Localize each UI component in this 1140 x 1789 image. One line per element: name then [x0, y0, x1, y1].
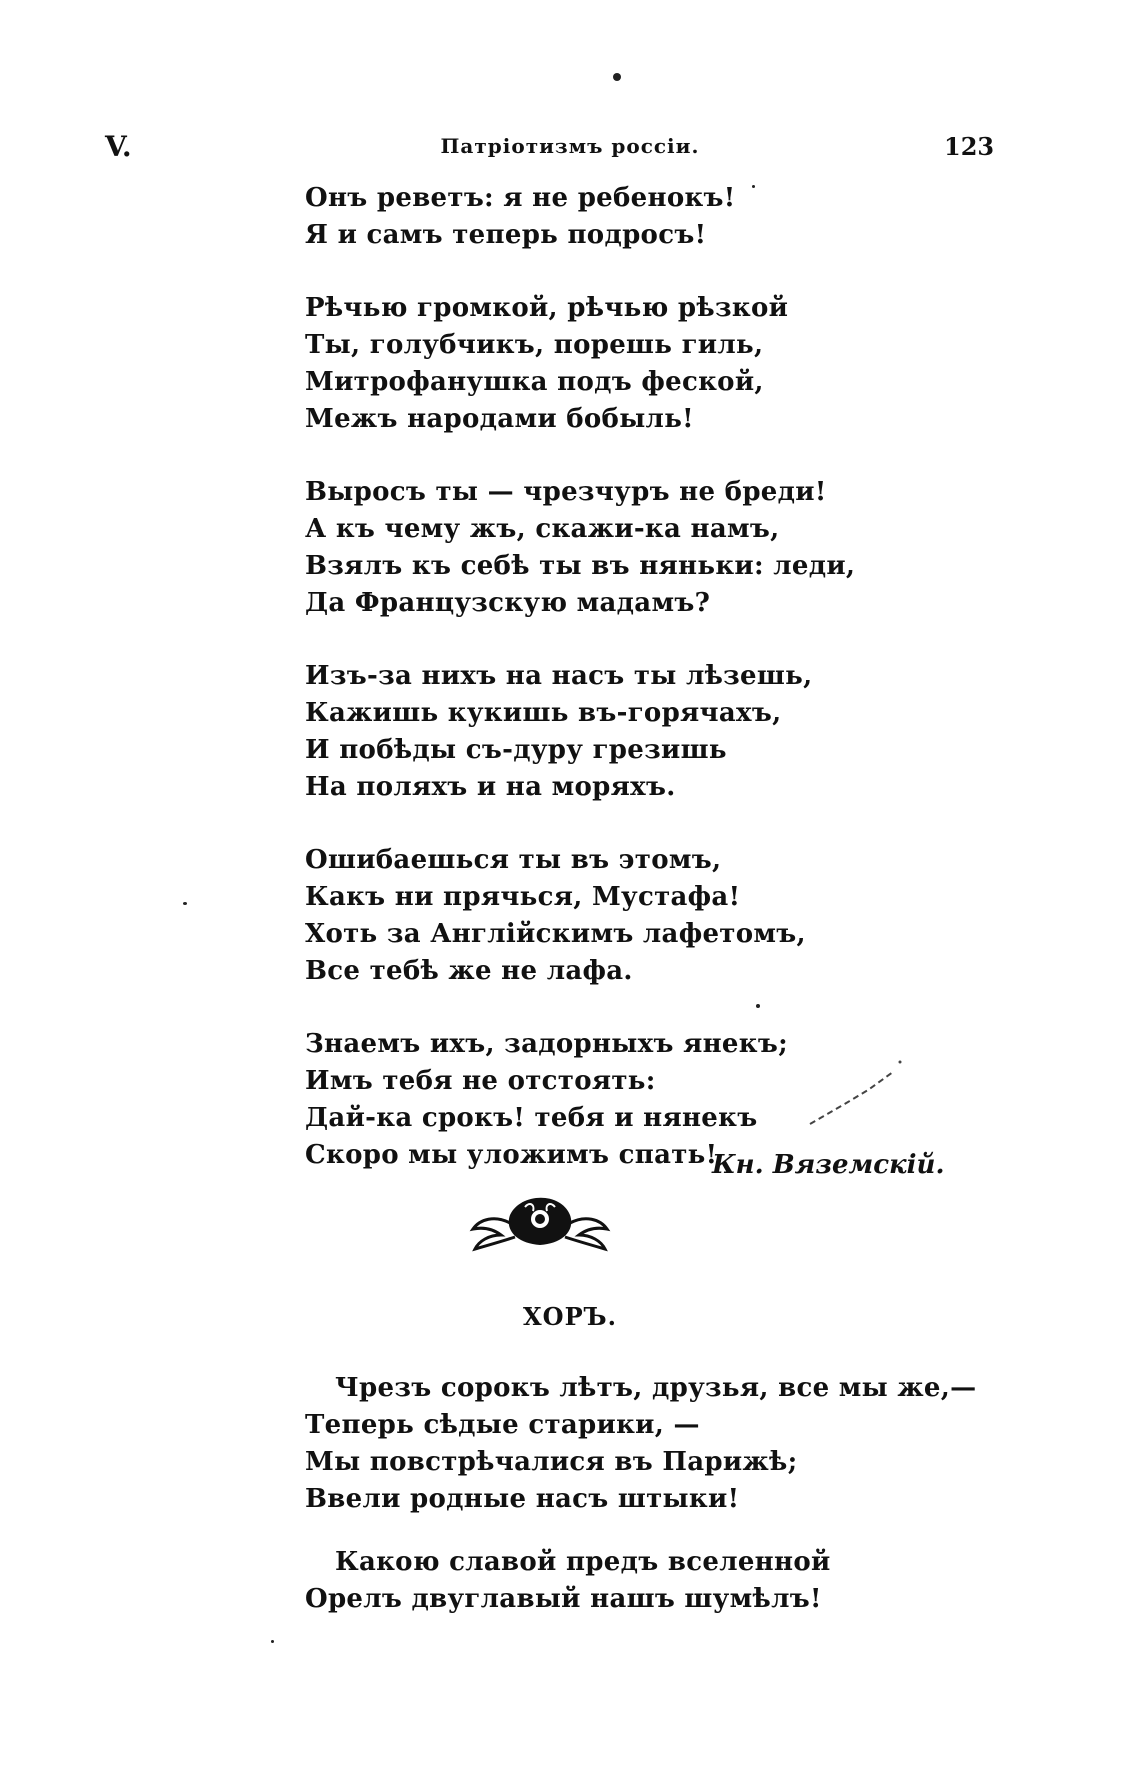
poem-stanza	[305, 658, 925, 806]
chorus-line: Чрезъ сорокъ лѣтъ, друзья, все мы же,—	[335, 1373, 977, 1403]
poem-line: Ошибаешься ты въ этомъ,	[305, 845, 722, 875]
poem-line: Рѣчью громкой, рѣчью рѣзкой	[305, 293, 789, 323]
poem-line: Да Французскую мадамъ?	[305, 588, 711, 618]
poem-stanza	[305, 842, 925, 990]
page-number: 123	[944, 132, 995, 161]
chorus-line: Ввели родные насъ штыки!	[305, 1484, 740, 1514]
poem-line: Онъ реветъ: я не ребенокъ!	[305, 183, 736, 213]
chorus-line: Какою славой предъ вселенной	[335, 1547, 831, 1577]
poem-line: Дай-ка срокъ! тебя и нянекъ	[305, 1103, 758, 1133]
poem-line: Все тебѣ же не лафа.	[305, 956, 633, 986]
section-title: ХОРЪ.	[523, 1302, 617, 1331]
chapter-marker: V.	[105, 130, 132, 163]
poem-line: Изъ-за нихъ на насъ ты лѣзешь,	[305, 661, 813, 691]
poem-stanza	[305, 180, 925, 254]
running-title: Патріотизмъ россіи.	[440, 134, 700, 158]
poem-line: Ты, голубчикъ, порешь гиль,	[305, 330, 764, 360]
chorus-body	[305, 1370, 977, 1644]
poem-line: Знаемъ ихъ, задорныхъ янекъ;	[305, 1029, 788, 1059]
running-header	[0, 130, 1140, 170]
author-signature: Кн. Вяземскій.	[712, 1150, 945, 1180]
print-speck	[271, 1640, 274, 1643]
poem-line: А къ чему жъ, скажи-ка намъ,	[305, 514, 780, 544]
print-speck	[613, 73, 621, 81]
poem-line: Имъ тебя не отстоять:	[305, 1066, 656, 1096]
poem-line: Какъ ни прячься, Мустафа!	[305, 882, 741, 912]
print-speck	[183, 902, 187, 905]
chorus-stanza	[305, 1544, 925, 1618]
poem-line: Хоть за Англійскимъ лафетомъ,	[305, 919, 806, 949]
poem-line: Скоро мы уложимъ спать!	[305, 1140, 718, 1170]
chorus-line: Мы повстрѣчалися въ Парижѣ;	[305, 1447, 798, 1477]
chorus-line: Орелъ двуглавый нашъ шумѣлъ!	[305, 1584, 822, 1614]
chorus-line: Теперь сѣдые старики, —	[305, 1410, 700, 1440]
poem-stanza	[305, 290, 925, 438]
poem-line: Взялъ къ себѣ ты въ няньки: леди,	[305, 551, 856, 581]
poem-stanza	[305, 474, 925, 622]
floral-ornament-icon	[465, 1185, 615, 1257]
poem-line: И побѣды съ-дуру грезишь	[305, 735, 727, 765]
poem-line: Выросъ ты — чрезчуръ не бреди!	[305, 477, 827, 507]
chorus-stanza	[305, 1370, 977, 1518]
poem-line: Кажишь кукишь въ-горячахъ,	[305, 698, 782, 728]
poem-line: На поляхъ и на моряхъ.	[305, 772, 676, 802]
poem-body	[305, 180, 925, 1210]
poem-line: Митрофанушка подъ феской,	[305, 367, 764, 397]
poem-line: Я и самъ теперь подросъ!	[305, 220, 707, 250]
poem-line: Межъ народами бобыль!	[305, 404, 694, 434]
